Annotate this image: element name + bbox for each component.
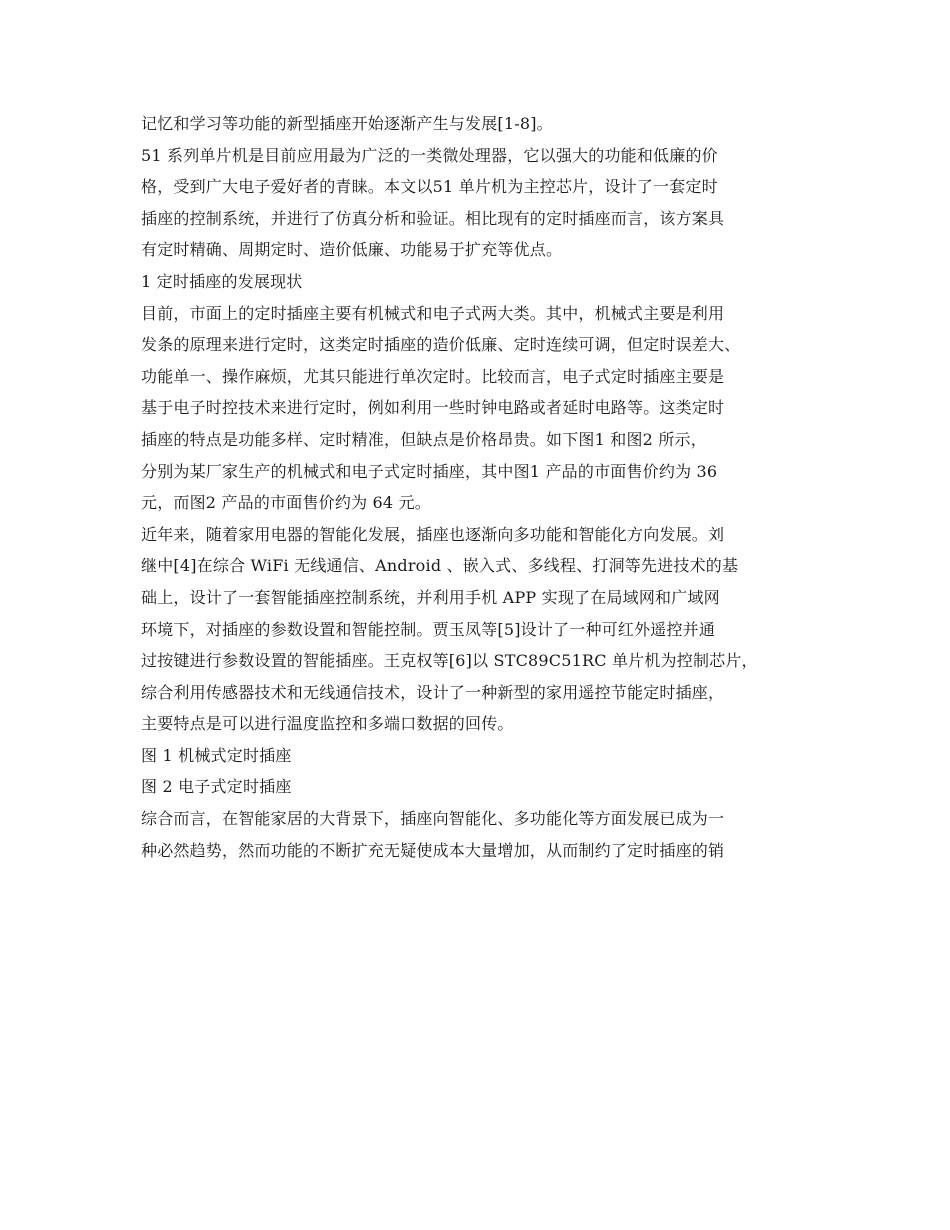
document-body bbox=[141, 108, 821, 866]
paragraph-line: 础上，设计了一套智能插座控制系统，并利用手机 APP 实现了在局域网和广域网 bbox=[141, 587, 720, 607]
paragraph-line: 主要特点是可以进行温度监控和多端口数据的回传。 bbox=[141, 714, 514, 734]
paragraph-line: 环境下，对插座的参数设置和智能控制。贾玉凤等[5]设计了一种可红外遥控并通 bbox=[141, 619, 716, 639]
paragraph-line: 元，而图2 产品的市面售价约为 64 元。 bbox=[141, 493, 431, 513]
paragraph-line: 分别为某厂家生产的机械式和电子式定时插座，其中图1 产品的市面售价约为 36 bbox=[141, 461, 718, 481]
paragraph-line: 记忆和学习等功能的新型插座开始逐渐产生与发展[1-8]。 bbox=[141, 114, 553, 133]
paragraph-line: 51 系列单片机是目前应用最为广泛的一类微处理器，它以强大的功能和低廉的价 bbox=[141, 145, 718, 165]
paragraph-line: 基于电子时控技术来进行定时，例如利用一些时钟电路或者延时电路等。这类定时 bbox=[141, 398, 725, 418]
paragraph-line: 目前，市面上的定时插座主要有机械式和电子式两大类。其中，机械式主要是利用 bbox=[141, 303, 725, 323]
paragraph-line: 综合利用传感器技术和无线通信技术，设计了一种新型的家用遥控节能定时插座， bbox=[141, 682, 725, 702]
paragraph-line: 格，受到广大电子爱好者的青睐。本文以51 单片机为主控芯片，设计了一套定时 bbox=[141, 177, 718, 197]
paragraph-line: 插座的特点是功能多样、定时精准，但缺点是价格昂贵。如下图1 和图2 所示， bbox=[141, 429, 707, 449]
figure-caption: 图 2 电子式定时插座 bbox=[141, 777, 292, 797]
paragraph-line: 发条的原理来进行定时，这类定时插座的造价低廉、定时连续可调，但定时误差大、 bbox=[141, 335, 741, 355]
paragraph-line: 过按键进行参数设置的智能插座。王克权等[6]以 STC89C51RC 单片机为控制芯片， bbox=[141, 651, 758, 671]
paragraph-line: 有定时精确、周期定时、造价低廉、功能易于扩充等优点。 bbox=[141, 240, 563, 260]
paragraph-line: 种必然趋势，然而功能的不断扩充无疑使成本大量增加，从而制约了定时插座的销 bbox=[141, 840, 725, 860]
figure-caption: 图 1 机械式定时插座 bbox=[141, 745, 292, 765]
paragraph-line: 近年来，随着家用电器的智能化发展，插座也逐渐向多功能和智能化方向发展。刘 bbox=[141, 524, 725, 544]
paragraph-line: 继中[4]在综合 WiFi 无线通信、Android 、嵌入式、多线程、打洞等先进技术的基 bbox=[141, 556, 739, 576]
paragraph-line: 插座的控制系统，并进行了仿真分析和验证。相比现有的定时插座而言，该方案具 bbox=[141, 208, 725, 228]
section-heading: 1 定时插座的发展现状 bbox=[141, 271, 303, 291]
paragraph-line: 综合而言，在智能家居的大背景下，插座向智能化、多功能化等方面发展已成为一 bbox=[141, 809, 725, 829]
paragraph-line: 功能单一、操作麻烦，尤其只能进行单次定时。比较而言，电子式定时插座主要是 bbox=[141, 366, 725, 386]
